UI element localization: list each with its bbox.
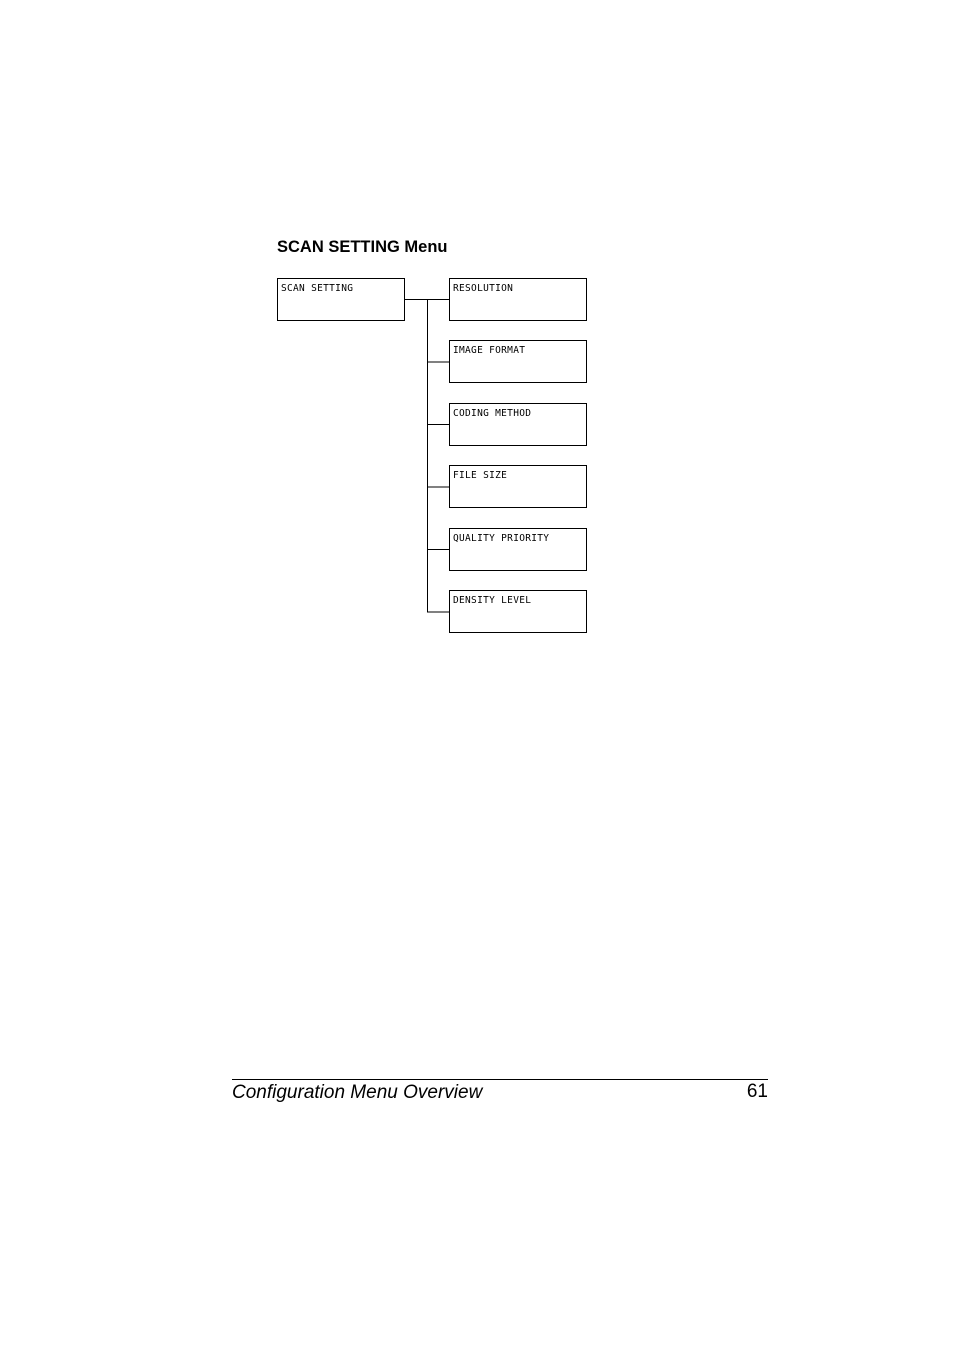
- menu-box-density-level: [449, 590, 587, 633]
- section-heading: SCAN SETTING Menu: [277, 238, 448, 256]
- menu-box-quality-priority: [449, 528, 587, 571]
- footer-divider: [232, 1079, 768, 1080]
- menu-box-label: QUALITY PRIORITY: [453, 533, 550, 544]
- menu-box-resolution: [449, 278, 587, 321]
- page-number: 61: [746, 1081, 768, 1102]
- menu-box-label: CODING METHOD: [453, 408, 532, 419]
- menu-box-label: RESOLUTION: [453, 283, 514, 294]
- menu-box-label: FILE SIZE: [453, 470, 508, 481]
- menu-box-label: SCAN SETTING: [281, 283, 354, 294]
- menu-box-label: IMAGE FORMAT: [453, 345, 526, 356]
- menu-box-coding-method: [449, 403, 587, 446]
- menu-box-file-size: [449, 465, 587, 508]
- menu-box-label: DENSITY LEVEL: [453, 595, 532, 606]
- footer-title: Configuration Menu Overview: [232, 1082, 483, 1103]
- menu-box-image-format: [449, 340, 587, 383]
